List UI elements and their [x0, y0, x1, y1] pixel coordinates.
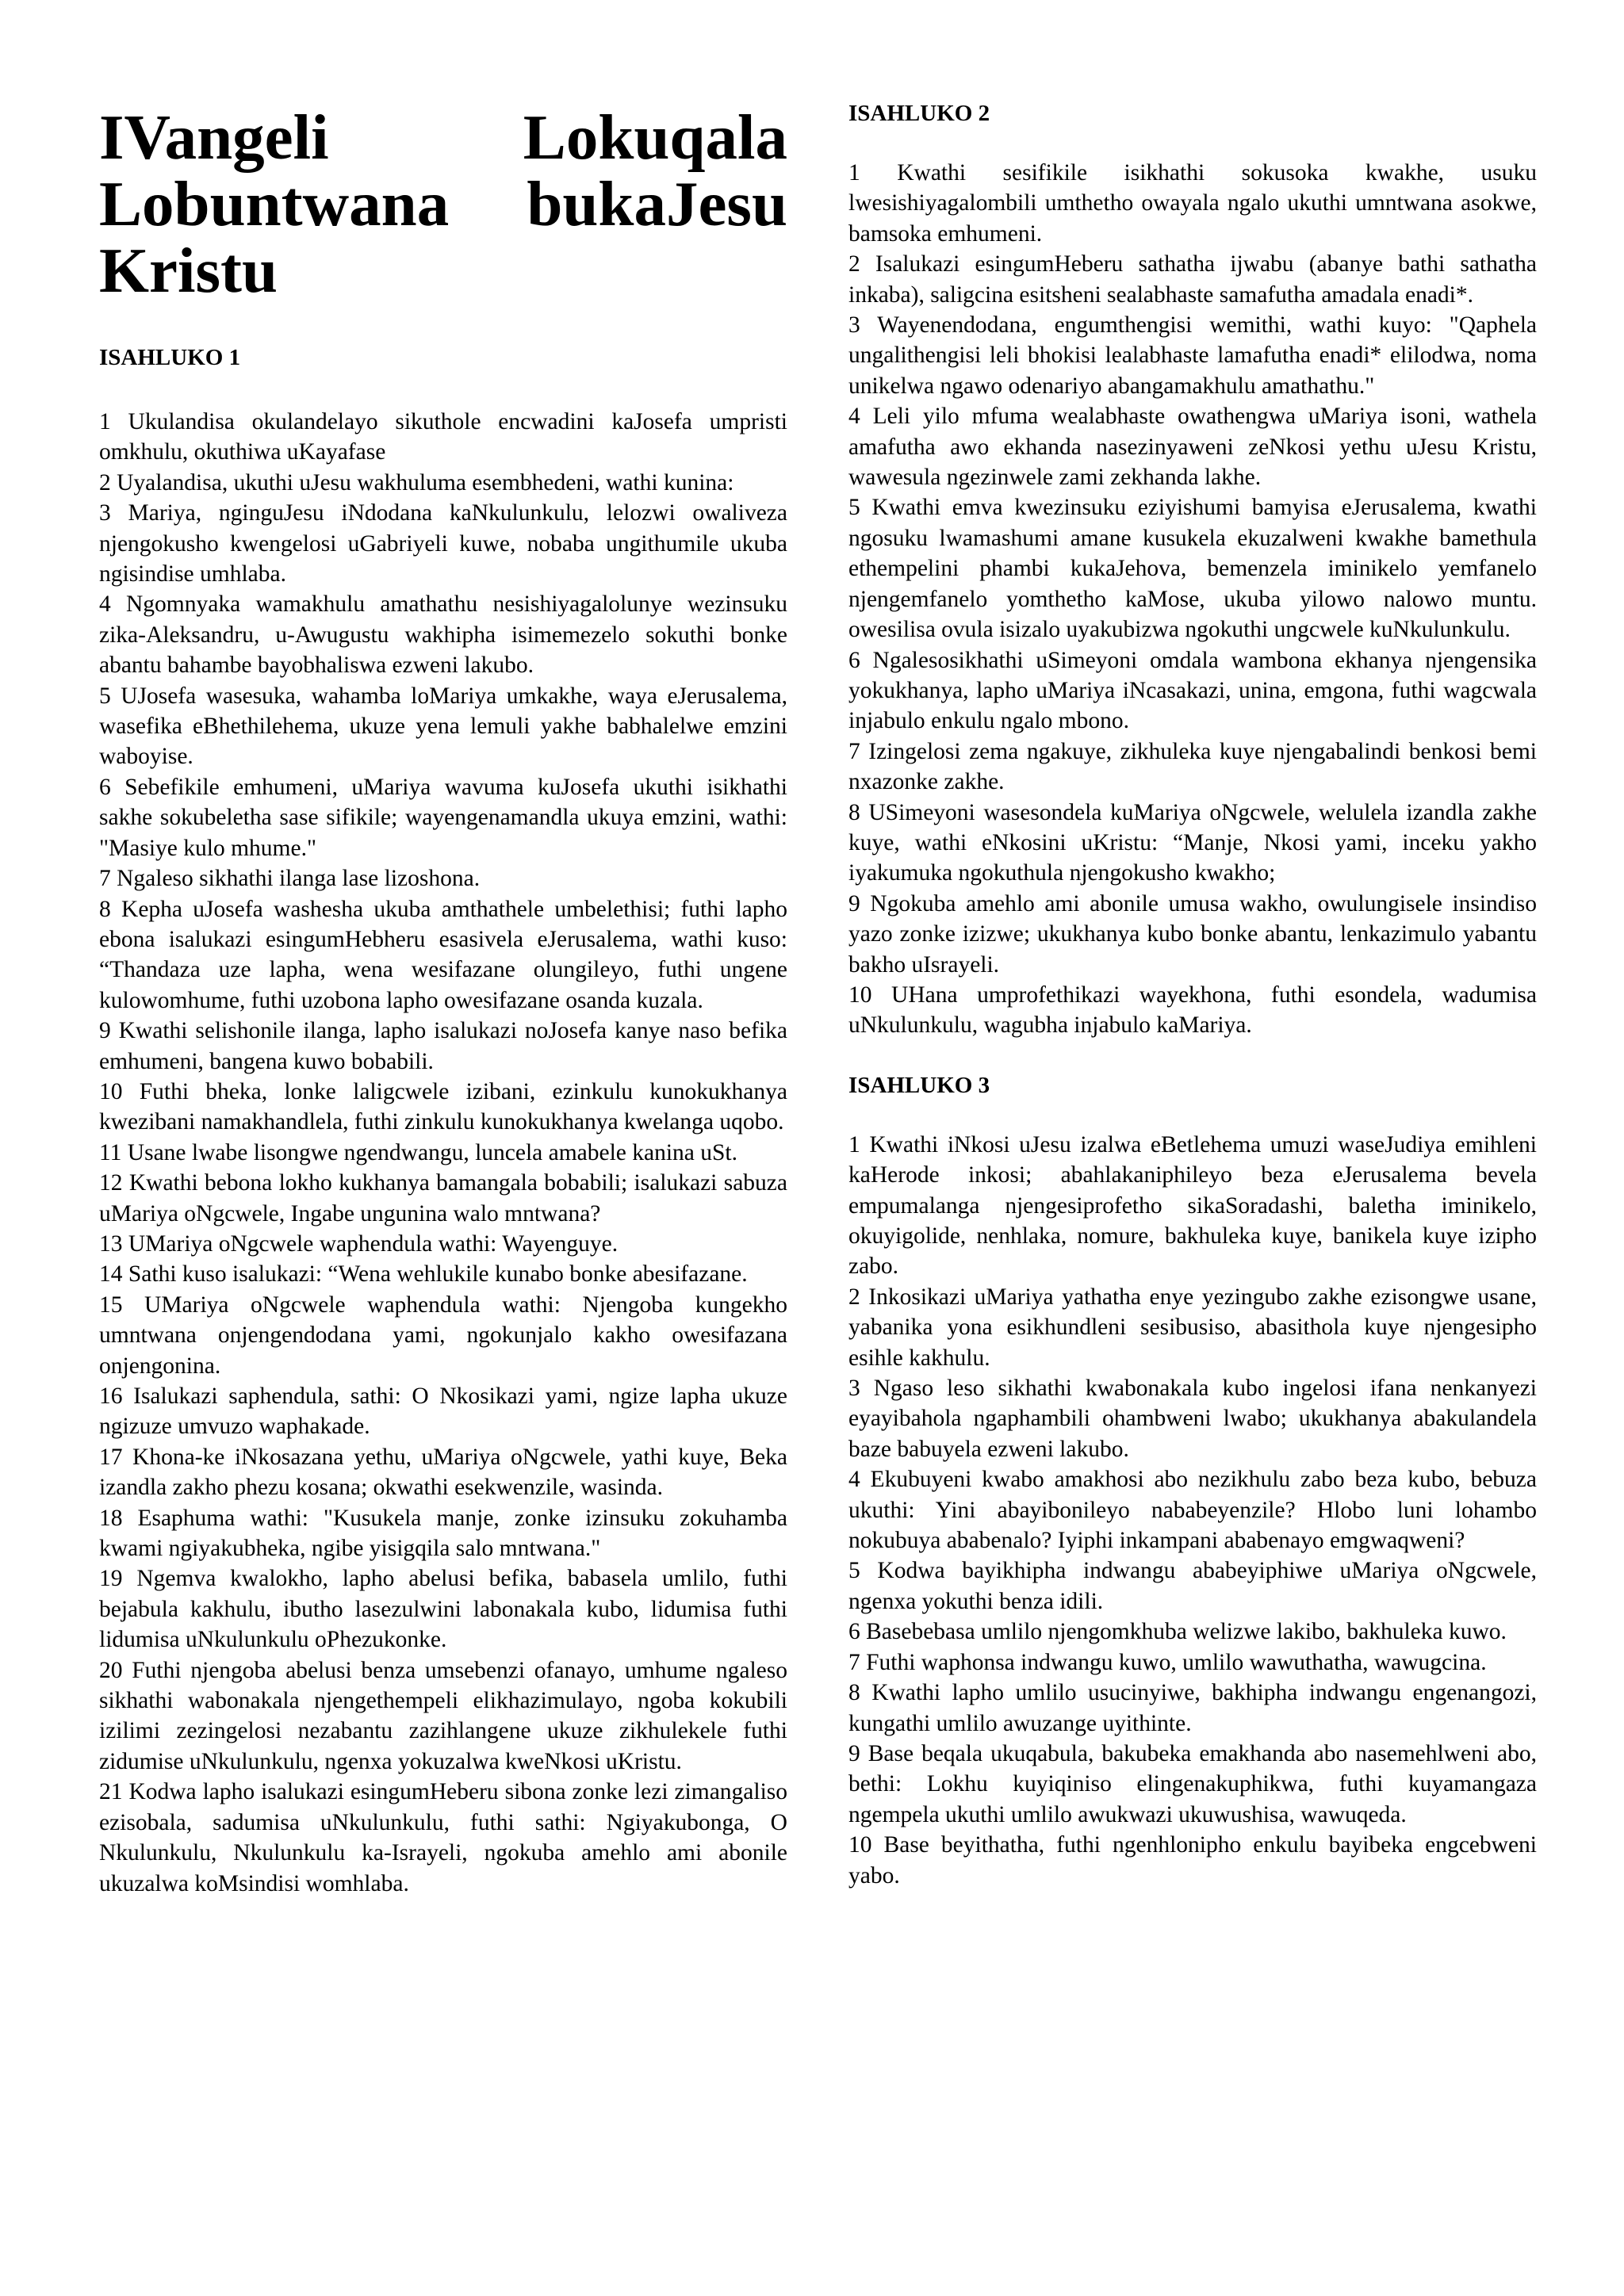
verse: 5 Kodwa bayikhipha indwangu ababeyiphiwe uMariya oNgcwele, ngenxa yokuthi benza idili. — [848, 1558, 1537, 1614]
verse: 7 Futhi waphonsa indwangu kuwo, umlilo wawuthatha, wawugcina. — [848, 1649, 1487, 1675]
verse: 2 Isalukazi esingumHeberu sathatha ijwabu (abanye bathi sathatha inkaba), saligcina esitsheni sealabhaste samafutha amadala enadi*. — [848, 251, 1537, 308]
verse: 12 Kwathi bebona lokho kukhanya bamangala bobabili; isalukazi sabuza uMariya oNgcwele, Ingabe ungunina walo mntwana? — [99, 1170, 787, 1226]
verse: 14 Sathi kuso isalukazi: “Wena wehlukile kunabo bonke abesifazane. — [99, 1261, 748, 1288]
verse: 10 UHana umprofethikazi wayekhona, futhi esondela, wadumisa uNkulunkulu, wagubha injabulo kaMariya. — [848, 982, 1537, 1039]
verse: 9 Kwathi selishonile ilanga, lapho isalukazi noJosefa kanye naso befika emhumeni, bangena kuwo bobabili. — [99, 1018, 787, 1074]
verse: 19 Ngemva kwalokho, lapho abelusi befika, babasela umlilo, futhi bejabula kakhulu, ibutho lasezulwini labonakala kubo, lidumisa futhi lidumisa uNkulunkulu oPhezukonke. — [99, 1566, 787, 1653]
chapter-heading-2: ISAHLUKO 2 — [848, 101, 990, 126]
verse: 6 Ngalesosikhathi uSimeyoni omdala wambona ekhanya njengensika yokukhanya, lapho uMariya iNcasakazi, unina, emgona, futhi wagcwala injabulo enkulu ngalo mbono. — [848, 647, 1537, 734]
verse: 15 UMariya oNgcwele waphendula wathi: Njengoba kungekho umntwana onjengendodana yami, ngokunjalo kakho owesifazana onjengonina. — [99, 1292, 787, 1379]
verse: 4 Ngomnyaka wamakhulu amathathu nesishiyagalolunye wezinsuku zika-Aleksandru, u-Awugustu wakhipha isimemezelo sokuthi bonke abantu bahambe bayobhaliswa ezweni lakubo. — [99, 591, 787, 679]
verse: 3 Mariya, nginguJesu iNdodana kaNkulunkulu, lelozwi owaliveza njengokusho kwengelosi uGabriyeli kuwe, nobaba ungithumile ukuba ngisindise umhlaba. — [99, 500, 787, 587]
verse: 2 Uyalandisa, ukuthi uJesu wakhuluma esembhedeni, wathi kunina: — [99, 469, 734, 496]
verse: 7 Izingelosi zema ngakuye, zikhuleka kuye njengabalindi benkosi bemi nxazonke zakhe. — [848, 738, 1537, 795]
verse: 3 Wayenendodana, engumthengisi wemithi, wathi kuyo: "Qaphela ungalithengisi leli bhokisi lealabhaste lamafutha enadi* elilodwa, noma unikelwa ngawo odenariyo abangamakhulu amathathu." — [848, 312, 1537, 399]
verse: 10 Futhi bheka, lonke laligcwele izibani, ezinkulu kunokukhanya kwezibani namakhandlela, futhi zinkulu kunokukhanya kwelanga uqobo. — [99, 1078, 787, 1135]
verse: 8 Kepha uJosefa washesha ukuba amthathele umbelethisi; futhi lapho ebona isalukazi esingumHebheru esasivela eJerusalema, wathi kuso: “Thandaza uze lapha, wena wesifazane olungileyo, futhi ungene kulowomhume, futhi uzobona lapho owesifazane osanda kuzala. — [99, 896, 787, 1013]
verse: 1 Ukulandisa okulandelayo sikuthole encwadini kaJosefa umpristi omkhulu, okuthiwa uKayafase — [99, 409, 787, 465]
verse: 9 Base beqala ukuqabula, bakubeka emakhanda abo nasemehlweni abo, bethi: Lokhu kuyiqiniso elingenakuphikwa, futhi kuyamangaza ngempela ukuthi umlilo awukwazi ukuwushisa, wawuqeda. — [848, 1740, 1537, 1827]
right-column — [848, 99, 1537, 1891]
verse: 5 UJosefa wasesuka, wahamba loMariya umkakhe, waya eJerusalema, wasefika eBhethilehema, ukuze yena lemuli yakhe babhalelwe emzini waboyise. — [99, 683, 787, 770]
verse: 9 Ngokuba amehlo ami abonile umusa wakho, owulungisele insindiso yazo zonke izizwe; ukukhanya kubo bonke abantu, lenkazimulo yabantu bakho uIsrayeli. — [848, 890, 1537, 978]
chapter-2-verses — [848, 158, 1537, 1041]
verse: 6 Sebefikile emhumeni, uMariya wavuma kuJosefa ukuthi isikhathi sakhe sokubeletha sase sifikile; wayengenamandla ukuya emzini, wathi: "Masiye kulo mhume." — [99, 774, 787, 861]
verse: 21 Kodwa lapho isalukazi esingumHeberu sibona zonke lezi zimangaliso ezisobala, sadumisa uNkulunkulu, futhi sathi: Ngiyakubonga, O Nkulunkulu, Nkulunkulu ka-Israyeli, ngokuba amehlo ami abonile ukuzalwa koMsindisi womhlaba. — [99, 1779, 787, 1896]
verse: 1 Kwathi sesifikile isikhathi sokusoka kwakhe, usuku lwesishiyagalombili umthetho owayala ngalo ukuthi umntwana asokwe, bamsoka emhumeni. — [848, 160, 1537, 247]
verse: 1 Kwathi iNkosi uJesu izalwa eBetlehema umuzi waseJudiya emihleni kaHerode inkosi; abahlakaniphileyo beza eJerusalema bevela empumalanga njengesiprofetho sikaSoradashi, baletha iminikelo, okuyigolide, nenhlaka, nomure, bakhuleka kuye, banikela kuye izipho zabo. — [848, 1131, 1537, 1280]
verse: 6 Basebebasa umlilo njengomkhuba welizwe lakibo, bakhuleka kuwo. — [848, 1619, 1507, 1645]
verse: 11 Usane lwabe lisongwe ngendwangu, luncela amabele kanina uSt. — [99, 1139, 737, 1165]
verse: 16 Isalukazi saphendula, sathi: O Nkosikazi yami, ngize lapha ukuze ngizuze umvuzo waphakade. — [99, 1383, 787, 1440]
chapter-heading-1: ISAHLUKO 1 — [99, 345, 241, 370]
chapter-3-verses — [848, 1130, 1537, 1891]
verse: 2 Inkosikazi uMariya yathatha enye yezingubo zakhe ezisongwe usane, yabanika yona esikhundleni sesibusiso, abasithola kuye njengesipho esihle kakhulu. — [848, 1284, 1537, 1371]
verse: 10 Base beyithatha, futhi ngenhlonipho enkulu bayibeka engcebweni yabo. — [848, 1832, 1537, 1888]
verse: 18 Esaphuma wathi: "Kusukela manje, zonke izinsuku zokuhamba kwami ngiyakubheka, ngibe yisigqila salo mntwana." — [99, 1505, 787, 1562]
verse: 13 UMariya oNgcwele waphendula wathi: Wayenguye. — [99, 1230, 619, 1257]
verse: 4 Leli yilo mfuma wealabhaste owathengwa uMariya isoni, wathela amafutha awo ekhanda nasezinyaweni zeNkosi yethu uJesu Kristu, wawesula ngezinwele zami zekhanda lakhe. — [848, 404, 1537, 491]
left-column — [99, 99, 787, 1899]
document-title: IVangeli Lokuqala Lobuntwana bukaJesu Kristu — [99, 101, 787, 306]
verse: 7 Ngaleso sikhathi ilanga lase lizoshona. — [99, 866, 481, 892]
chapter-1-verses — [99, 407, 787, 1899]
verse: 17 Khona-ke iNkosazana yethu, uMariya oNgcwele, yathi kuye, Beka izandla zakho phezu kosana; okwathi esekwenzile, wasinda. — [99, 1444, 787, 1501]
verse: 8 USimeyoni wasesondela kuMariya oNgcwele, welulela izandla zakhe kuye, wathi eNkosini uKristu: “Manje, Nkosi yami, inceku yakho iyakumuka ngokuthula njengokusho kwakho; — [848, 799, 1537, 886]
verse: 5 Kwathi emva kwezinsuku eziyishumi bamyisa eJerusalema, kwathi ngosuku lwamashumi amane kusukela ekuzalweni kwakhe bamethula ethempelini phambi kukaJehova, bemenzela iminikelo yemfanelo njengemfanelo yomthetho kaMose, ukuba yilowo nalowo muntu. owesilisa ovula isizalo uyakubizwa ngokuthi ungcwele kuNkulunkulu. — [848, 495, 1537, 643]
verse: 3 Ngaso leso sikhathi kwabonakala kubo ingelosi ifana nenkanyezi eyayibahola ngaphambili ohambweni lwabo; ukukhanya abakulandela baze babuyela ezweni lakubo. — [848, 1376, 1537, 1462]
chapter-heading-3: ISAHLUKO 3 — [848, 1072, 990, 1098]
verse: 20 Futhi njengoba abelusi benza umsebenzi ofanayo, umhume ngaleso sikhathi wabonakala njengethempeli elikhazimulayo, ngoba kokubili izilimi zezingelosi nezabantu zazihlangene ukuze zikhulekele futhi zidumise uNkulunkulu, ngenxa yokuzalwa kweNkosi uKristu. — [99, 1657, 787, 1774]
verse: 8 Kwathi lapho umlilo usucinyiwe, bakhipha indwangu engenangozi, kungathi umlilo awuzange uyithinte. — [848, 1680, 1537, 1736]
verse: 4 Ekubuyeni kwabo amakhosi abo nezikhulu zabo beza kubo, bebuza ukuthi: Yini abayibonileyo nababeyenzile? Hlobo luni lohambo nokubuya ababenalo? Iyiphi inkampani ababenayo emgwaqweni? — [848, 1467, 1537, 1554]
